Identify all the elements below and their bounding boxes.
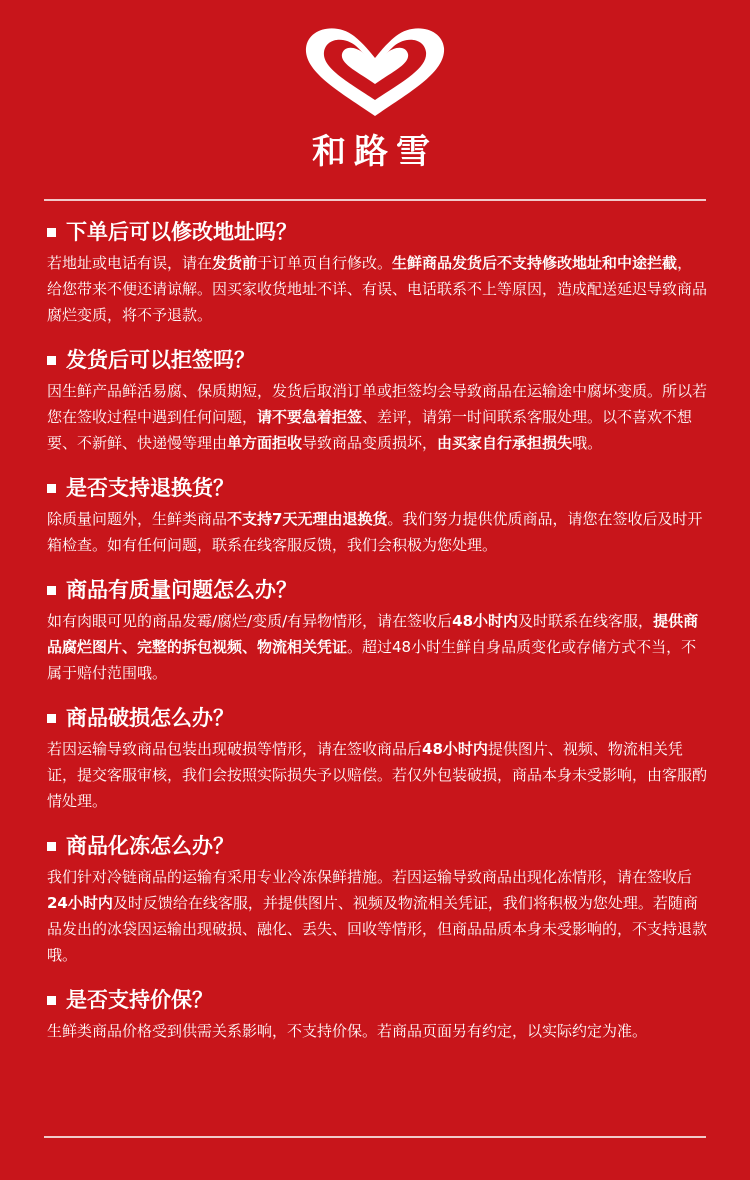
answer-text: 、差评，请第一时间联系客服处理。以不喜欢不想要、不新鲜、快递慢等理由 bbox=[47, 408, 693, 452]
faq-question-text: 商品破损怎么办？ bbox=[66, 706, 234, 730]
answer-emphasis: 请不要急着拒签 bbox=[257, 408, 363, 426]
faq-question-text: 是否支持价保？ bbox=[66, 988, 213, 1012]
faq-answer bbox=[47, 378, 707, 456]
faq-answer bbox=[47, 736, 707, 814]
answer-text: 除质量问题外，生鲜类商品 bbox=[47, 510, 228, 528]
answer-text: 及时反馈给在线客服，并提供图片、视频及物流相关凭证，我们将积极为您处理。若随商品发出的冰袋因运输出现破损、融化、丢失、回收等情形，但商品品质本身未受影响的，不支持退款哦。 bbox=[47, 894, 708, 964]
answer-text: 我们针对冷链商品的运输有采用专业冷冻保鲜措施。若因运输导致商品出现化冻情形，请在签收后 bbox=[47, 868, 693, 886]
answer-text: 提供图片、视频、物流相关凭证，提交客服审核，我们会按照实际损失予以赔偿。若仅外包装破损，商品本身未受影响，由客服酌情处理。 bbox=[47, 740, 708, 810]
faq-question bbox=[47, 342, 710, 378]
square-bullet-icon bbox=[47, 484, 56, 493]
faq-question-text: 发货后可以拒签吗？ bbox=[66, 348, 255, 372]
answer-text: 如有肉眼可见的商品发霉/腐烂/变质/有异物情形，请在签收后 bbox=[47, 612, 453, 630]
answer-text: 若因运输导致商品包装出现破损等情形，请在签收商品后 bbox=[47, 740, 423, 758]
brand-header bbox=[0, 22, 750, 173]
answer-text: 导致商品变质损坏， bbox=[302, 434, 438, 452]
faq-question bbox=[47, 214, 710, 250]
faq-question bbox=[47, 470, 710, 506]
faq-question bbox=[47, 700, 710, 736]
faq-section bbox=[0, 572, 750, 686]
answer-emphasis: 48小时内 bbox=[452, 612, 519, 630]
square-bullet-icon bbox=[47, 228, 56, 237]
answer-emphasis: 生鲜商品发货后不支持修改地址和中途拦截 bbox=[392, 254, 678, 272]
answer-emphasis: 提供商品腐烂图片、完整的拆包视频、物流相关凭证 bbox=[47, 612, 699, 656]
square-bullet-icon bbox=[47, 714, 56, 723]
answer-text: 。我们努力提供优质商品，请您在签收后及时开箱检查。如有任何问题，联系在线客服反馈，我们会积极为您处理。 bbox=[47, 510, 703, 554]
faq-question bbox=[47, 828, 710, 864]
faq-answer bbox=[47, 608, 707, 686]
faq-section bbox=[0, 828, 750, 968]
faq-section bbox=[0, 470, 750, 558]
answer-text: 于订单页自行修改。 bbox=[257, 254, 393, 272]
faq-section bbox=[0, 214, 750, 328]
faq-section bbox=[0, 982, 750, 1044]
answer-emphasis: 24小时内 bbox=[47, 894, 113, 912]
answer-text: 。超过48小时生鲜自身品质变化或存储方式不当，不属于赔付范围哦。 bbox=[47, 638, 697, 682]
answer-text: ，给您带来不便还请谅解。因买家收货地址不详、有误、电话联系不上等原因，造成配送延迟导致商品腐烂变质，将不予退款。 bbox=[47, 254, 708, 324]
answer-text: 若地址或电话有误，请在 bbox=[47, 254, 213, 272]
faq-list bbox=[0, 214, 750, 1058]
answer-emphasis: 发货前 bbox=[212, 254, 258, 272]
square-bullet-icon bbox=[47, 996, 56, 1005]
square-bullet-icon bbox=[47, 842, 56, 851]
faq-question-text: 下单后可以修改地址吗？ bbox=[66, 220, 297, 244]
answer-text: 因生鲜产品鲜活易腐、保质期短，发货后取消订单或拒签均会导致商品在运输途中腐坏变质。所以若您在签收过程中遇到任何问题， bbox=[47, 382, 708, 426]
square-bullet-icon bbox=[47, 586, 56, 595]
answer-emphasis: 由买家自行承担损失 bbox=[437, 434, 573, 452]
heart-icon bbox=[300, 22, 450, 122]
faq-answer bbox=[47, 864, 707, 968]
faq-answer bbox=[47, 250, 707, 328]
faq-question-text: 是否支持退换货？ bbox=[66, 476, 234, 500]
faq-section bbox=[0, 700, 750, 814]
square-bullet-icon bbox=[47, 356, 56, 365]
faq-answer bbox=[47, 506, 707, 558]
faq-section bbox=[0, 342, 750, 456]
answer-text: 及时联系在线客服， bbox=[518, 612, 654, 630]
answer-emphasis: 48小时内 bbox=[422, 740, 488, 758]
faq-question bbox=[47, 572, 710, 608]
answer-text: 哦。 bbox=[572, 434, 603, 452]
divider-bottom bbox=[44, 1136, 706, 1138]
brand-name: 和路雪 bbox=[312, 132, 438, 172]
faq-question-text: 商品有质量问题怎么办？ bbox=[66, 578, 297, 602]
faq-question-text: 商品化冻怎么办？ bbox=[66, 834, 234, 858]
answer-emphasis: 不支持7天无理由退换货 bbox=[227, 510, 388, 528]
faq-answer bbox=[47, 1018, 707, 1044]
answer-emphasis: 单方面拒收 bbox=[227, 434, 303, 452]
faq-question bbox=[47, 982, 710, 1018]
divider-top bbox=[44, 199, 706, 201]
answer-text: 生鲜类商品价格受到供需关系影响，不支持价保。若商品页面另有约定，以实际约定为准。 bbox=[47, 1022, 648, 1040]
